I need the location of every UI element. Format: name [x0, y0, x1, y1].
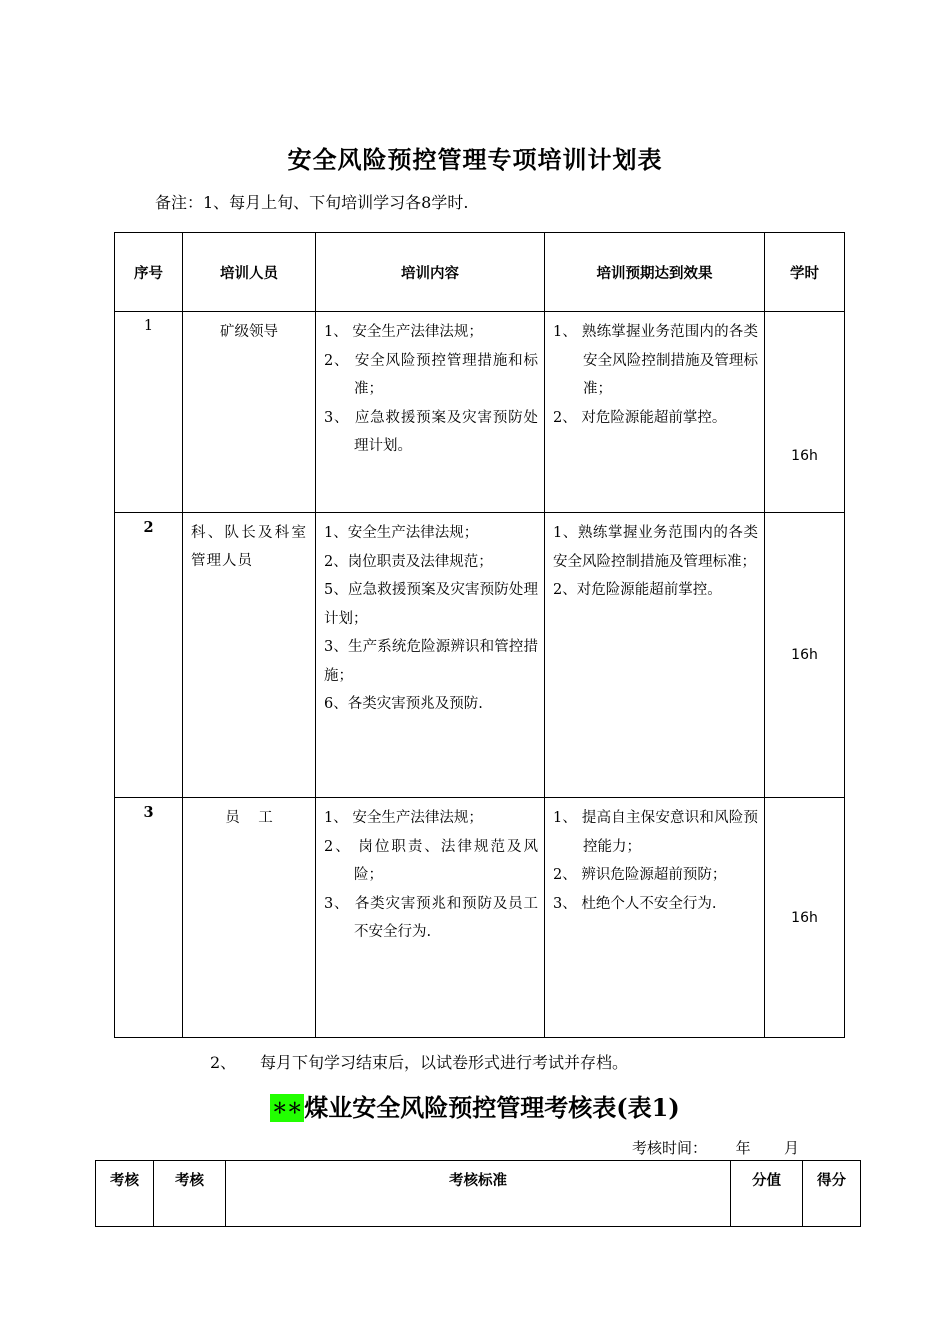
table-row: [115, 798, 845, 1038]
training-content: [316, 798, 545, 1038]
list-item: 1、 熟练掌握业务范围内的各类安全风险控制措施及管理标准；: [553, 324, 758, 397]
list-item: 2、 对危险源能超前掌控。: [553, 409, 727, 426]
header-effect: 培训预期达到效果: [545, 233, 765, 312]
assessment-title: [0, 1088, 950, 1123]
list-item: 2、 辨识危险源超前预防；: [553, 867, 727, 883]
assessment-table: [95, 1160, 861, 1227]
row-number: 3: [115, 798, 183, 1038]
assessment-time: 考核时间： 年 月: [632, 1139, 799, 1157]
row-number: 1: [115, 312, 183, 513]
row-number: 2: [115, 513, 183, 798]
list-item: 2、岗位职责及法律规范；: [324, 553, 493, 570]
list-item: 3、 杜绝个人不安全行为.: [553, 895, 717, 912]
list-item: 2、 安全风险预控管理措施和标准；: [324, 352, 538, 397]
exam-note-number: 2、: [210, 1053, 237, 1072]
list-item: 1、熟练掌握业务范围内的各类安全风险控制措施及管理标准；: [553, 525, 758, 570]
list-item: 3、 各类灾害预兆和预防及员工不安全行为.: [324, 895, 538, 940]
trainee: 矿级领导: [183, 312, 316, 513]
list-item: 2、对危险源能超前掌控。: [553, 582, 722, 598]
highlighted-placeholder: ＊＊: [270, 1094, 304, 1122]
header-content: 培训内容: [316, 233, 545, 312]
table-header-row: [96, 1161, 861, 1227]
expected-effect: [545, 312, 765, 513]
remark-note: 备注：1、每月上旬、下旬培训学习各8学时.: [155, 193, 469, 212]
list-item: 3、生产系统危险源辨识和管控措施；: [324, 639, 538, 684]
header-no: 序号: [115, 233, 183, 312]
trainee: 科、队长及科室管理人员: [183, 513, 316, 798]
list-item: 1、安全生产法律法规；: [324, 525, 479, 541]
hours: 16h: [765, 312, 845, 513]
header-standard: 考核标准: [226, 1161, 731, 1227]
table-row: [115, 312, 845, 513]
list-item: 5、应急救援预案及灾害预防处理计划；: [324, 582, 538, 627]
list-item: 1、 安全生产法律法规；: [324, 810, 483, 826]
list-item: 1、 提高自主保安意识和风险预控能力；: [553, 810, 758, 855]
hours: 16h: [765, 798, 845, 1038]
list-item: 1、 安全生产法律法规；: [324, 324, 483, 340]
header-score: 得分: [803, 1161, 861, 1227]
header-person: 培训人员: [183, 233, 316, 312]
header-assess-2: 考核: [154, 1161, 226, 1227]
header-assess-1: 考核: [96, 1161, 154, 1227]
exam-note: [210, 1050, 628, 1073]
trainee: 员 工: [183, 798, 316, 1038]
header-score-value: 分值: [731, 1161, 803, 1227]
expected-effect: [545, 798, 765, 1038]
list-item: 6、各类灾害预兆及预防.: [324, 696, 483, 712]
exam-note-text: 每月下旬学习结束后，以试卷形式进行考试并存档。: [260, 1053, 629, 1072]
list-item: 2、 岗位职责、法律规范及风险；: [324, 838, 538, 883]
header-hours: 学时: [765, 233, 845, 312]
table-row: [115, 513, 845, 798]
list-item: 3、 应急救援预案及灾害预防处理计划。: [324, 409, 538, 454]
hours: 16h: [765, 513, 845, 798]
table-header-row: [115, 233, 845, 312]
page-title: 安全风险预控管理专项培训计划表: [287, 145, 663, 174]
expected-effect: [545, 513, 765, 798]
assessment-title-text: 煤业安全风险预控管理考核表(表1): [304, 1093, 680, 1122]
training-content: [316, 513, 545, 798]
training-plan-table: [114, 232, 845, 1038]
training-content: [316, 312, 545, 513]
